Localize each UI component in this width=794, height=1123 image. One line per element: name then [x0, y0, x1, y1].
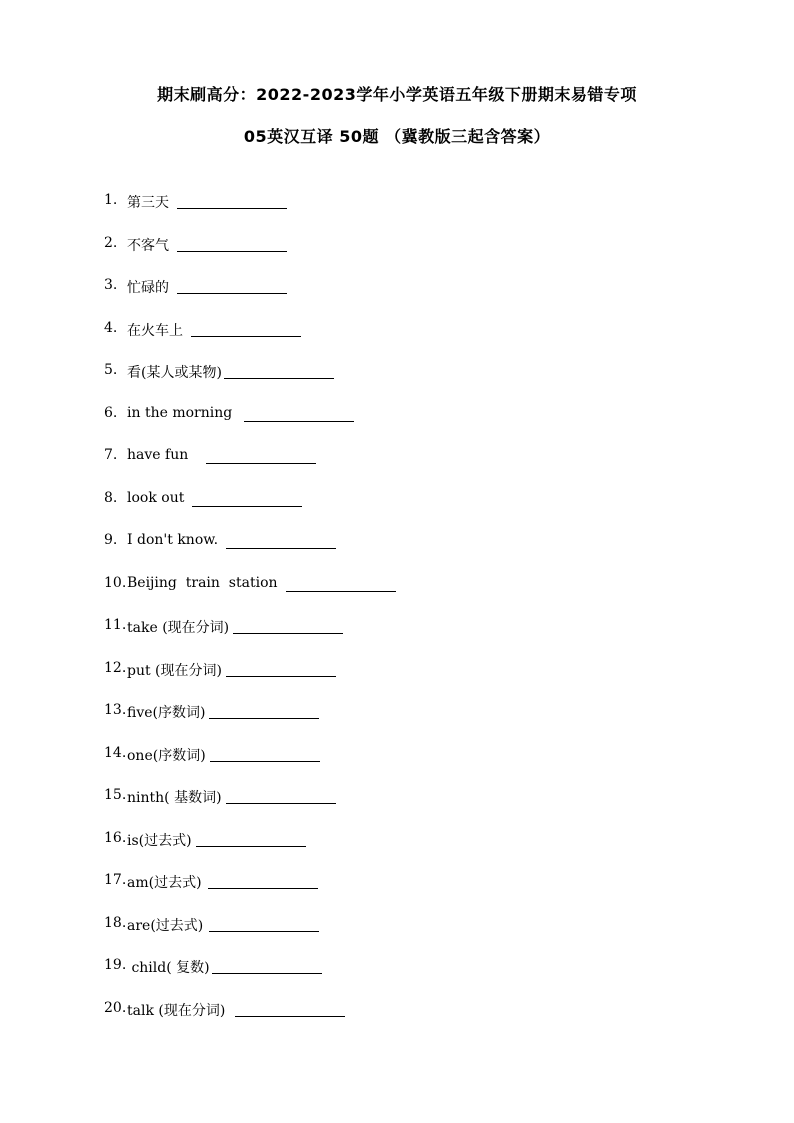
question-item	[104, 745, 396, 788]
answer-blank[interactable]	[224, 362, 334, 379]
question-number: 8.	[104, 489, 118, 506]
document-title: 期末刷高分：2022-2023学年小学英语五年级下册期末易错专项	[157, 85, 637, 104]
question-number: 2.	[104, 234, 118, 251]
question-number: 3.	[104, 277, 118, 293]
question-item	[104, 872, 396, 915]
question-number: 6.	[104, 404, 118, 421]
question-text: are(过去式)	[127, 917, 204, 934]
question-text: five(序数词)	[127, 705, 206, 721]
answer-blank[interactable]	[233, 617, 343, 634]
question-text: 第三天	[127, 195, 169, 211]
answer-blank[interactable]	[244, 405, 354, 422]
question-item	[104, 532, 396, 575]
answer-blank[interactable]	[191, 320, 301, 337]
document-subtitle: 05英汉互译 50题 （冀教版三起含答案）	[243, 127, 551, 146]
question-item	[104, 447, 396, 490]
question-text: one(序数词)	[127, 747, 206, 764]
question-text: 看(某人或某物)	[127, 365, 222, 381]
answer-blank[interactable]	[208, 872, 318, 889]
answer-blank[interactable]	[212, 957, 322, 974]
question-number: 5.	[104, 362, 118, 378]
question-text: put (现在分词)	[127, 662, 222, 679]
question-number: 11.	[104, 617, 127, 633]
answer-blank[interactable]	[209, 702, 319, 719]
question-item	[104, 277, 396, 320]
question-text: I don't know.	[127, 532, 219, 548]
question-item	[104, 915, 396, 958]
answer-blank[interactable]	[206, 447, 316, 464]
question-number: 12.	[104, 659, 127, 676]
question-text: talk (现在分词)	[127, 1002, 226, 1019]
answer-blank[interactable]	[177, 192, 287, 209]
question-text: child( 复数)	[127, 960, 210, 976]
answer-blank[interactable]	[226, 532, 336, 549]
question-text: am(过去式)	[127, 875, 202, 891]
question-item	[104, 192, 396, 235]
question-item	[104, 490, 396, 533]
question-item	[104, 405, 396, 448]
question-list	[104, 192, 396, 1042]
question-text: have fun	[127, 447, 189, 463]
question-number: 16.	[104, 829, 127, 846]
question-number: 4.	[104, 319, 118, 336]
question-text: 忙碌的	[127, 280, 169, 296]
question-item	[104, 617, 396, 660]
question-item	[104, 235, 396, 278]
answer-blank[interactable]	[210, 745, 320, 762]
answer-blank[interactable]	[192, 490, 302, 507]
question-number: 20.	[104, 999, 127, 1016]
question-item	[104, 830, 396, 873]
question-number: 1.	[104, 192, 118, 208]
answer-blank[interactable]	[226, 787, 336, 804]
answer-blank[interactable]	[226, 660, 336, 677]
question-item	[104, 660, 396, 703]
question-item	[104, 320, 396, 363]
question-item	[104, 702, 396, 745]
question-item	[104, 787, 396, 830]
answer-blank[interactable]	[177, 235, 287, 252]
question-text: Beijing train station	[127, 574, 278, 591]
question-text: ninth( 基数词)	[127, 790, 222, 806]
question-number: 10.	[104, 574, 127, 591]
question-number: 18.	[104, 914, 127, 931]
question-text: take (现在分词)	[127, 620, 230, 636]
question-number: 15.	[104, 787, 127, 803]
answer-blank[interactable]	[286, 575, 396, 592]
answer-blank[interactable]	[209, 915, 319, 932]
question-text: 在火车上	[127, 322, 183, 339]
question-number: 19.	[104, 957, 127, 973]
question-text: in the morning	[127, 404, 233, 421]
question-text: 不客气	[127, 237, 169, 254]
question-item	[104, 957, 396, 1000]
question-text: is(过去式)	[127, 832, 192, 849]
question-item	[104, 362, 396, 405]
question-number: 17.	[104, 872, 127, 888]
question-item	[104, 1000, 396, 1043]
answer-blank[interactable]	[235, 1000, 345, 1017]
question-text: look out	[127, 489, 185, 506]
answer-blank[interactable]	[196, 830, 306, 847]
question-item	[104, 575, 396, 618]
question-number: 7.	[104, 447, 118, 463]
question-number: 14.	[104, 744, 127, 761]
question-number: 9.	[104, 532, 118, 548]
answer-blank[interactable]	[177, 277, 287, 294]
question-number: 13.	[104, 702, 127, 718]
